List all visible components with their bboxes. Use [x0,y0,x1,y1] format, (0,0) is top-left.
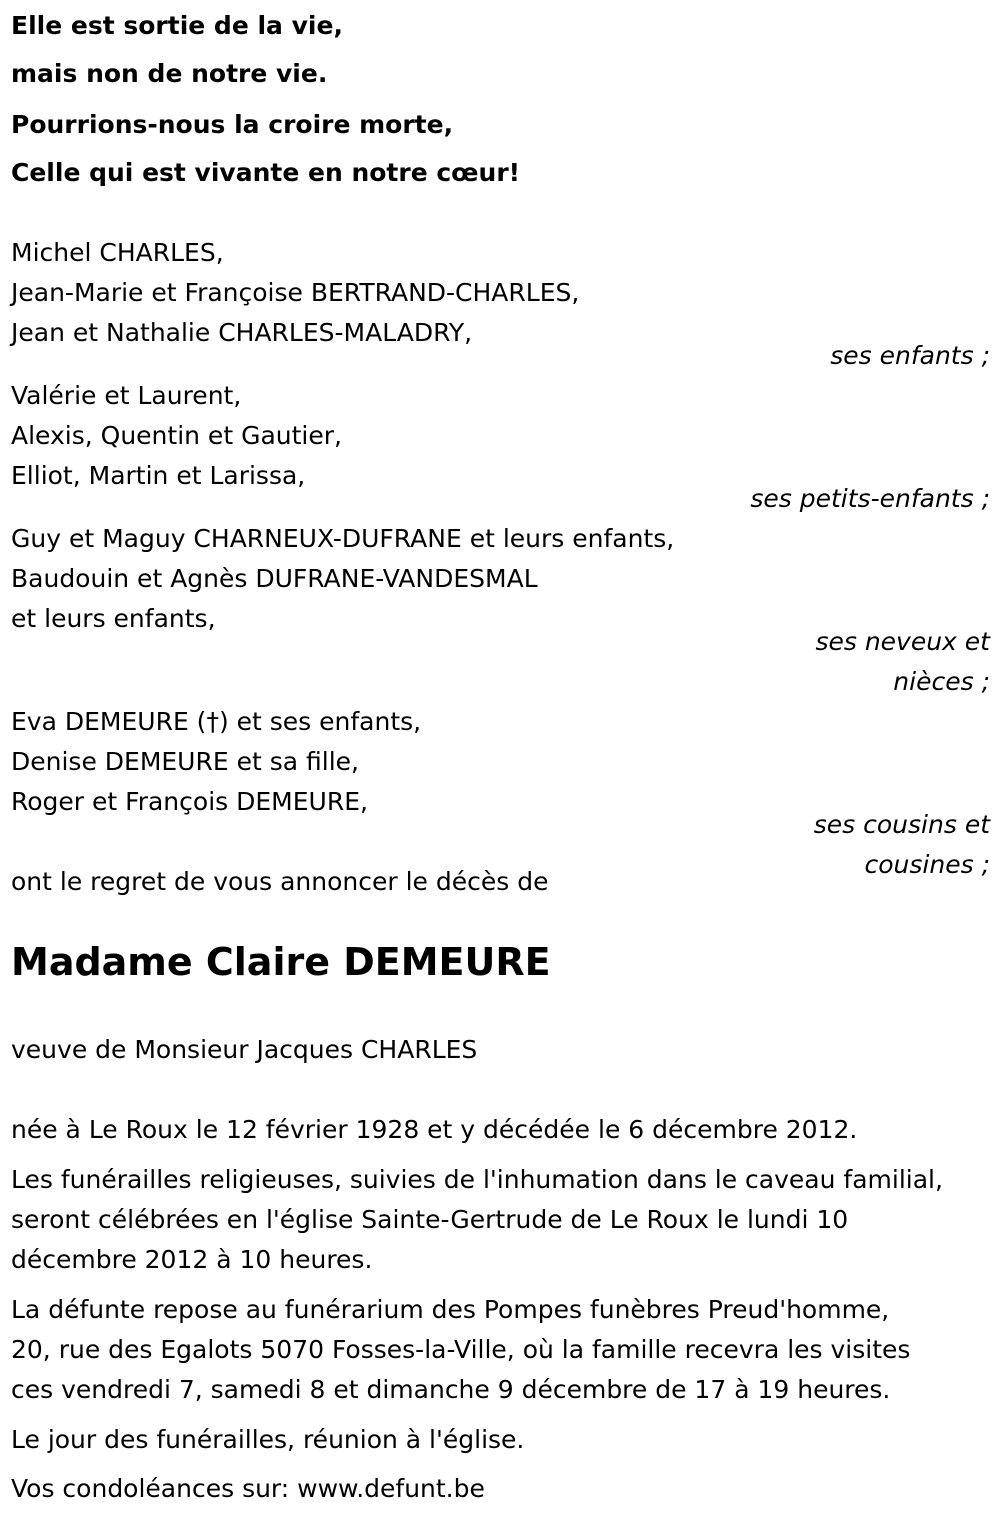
visitation-line-2: 20, rue des Egalots 5070 Fosses-la-Ville, où la famille recevra les visites [11,1335,911,1364]
nephews-relation-line-2: nièces ; [893,667,990,696]
nephews-line-1: Guy et Maguy CHARNEUX-DUFRANE et leurs enfants, [11,524,675,553]
cousins-relation-line-1: ses cousins et [813,810,990,839]
meeting-text: Le jour des funérailles, réunion à l'église. [11,1425,525,1454]
cousins-line-3: Roger et François DEMEURE, [11,787,368,816]
widow-of-text: veuve de Monsieur Jacques CHARLES [11,1035,478,1064]
cousins-line-1-after: ) et ses enfants, [218,707,422,736]
cross-icon: † [206,707,219,736]
nephews-line-3: et leurs enfants, [11,604,216,633]
grandchildren-line-2: Alexis, Quentin et Gautier, [11,421,342,450]
cousins-line-1-before: Eva DEMEURE ( [11,707,207,736]
children-line-2: Jean-Marie et Françoise BERTRAND-CHARLES, [11,278,580,307]
visitation-line-3: ces vendredi 7, samedi 8 et dimanche 9 décembre de 17 à 19 heures. [11,1375,891,1404]
cousins-line-2: Denise DEMEURE et sa fille, [11,747,359,776]
poem-line-3: Pourrions-nous la croire morte, [11,110,454,139]
birth-death-text: née à Le Roux le 12 février 1928 et y décédée le 6 décembre 2012. [11,1115,858,1144]
grandchildren-relation: ses petits-enfants ; [750,484,990,513]
cousins-relation-line-2: cousines ; [864,850,990,879]
funeral-line-2: seront célébrées en l'église Sainte-Gertrude de Le Roux le lundi 10 [11,1205,849,1234]
nephews-line-2: Baudouin et Agnès DUFRANE-VANDESMAL [11,564,538,593]
children-line-3: Jean et Nathalie CHARLES-MALADRY, [11,318,473,347]
condolences-text: Vos condoléances sur: www.defunt.be [11,1474,485,1503]
grandchildren-line-1: Valérie et Laurent, [11,381,242,410]
children-line-1: Michel CHARLES, [11,238,224,267]
visitation-line-1: La défunte repose au funérarium des Pompes funèbres Preud'homme, [11,1295,890,1324]
poem-line-2: mais non de notre vie. [11,59,328,88]
nephews-relation-line-1: ses neveux et [815,627,990,656]
deceased-name: Madame Claire DEMEURE [11,940,551,984]
announcement-text: ont le regret de vous annoncer le décès de [11,867,549,896]
poem-line-1: Elle est sortie de la vie, [11,11,343,40]
poem-line-4: Celle qui est vivante en notre cœur! [11,158,521,187]
grandchildren-line-3: Elliot, Martin et Larissa, [11,461,306,490]
funeral-line-3: décembre 2012 à 10 heures. [11,1245,373,1274]
children-relation: ses enfants ; [830,341,990,370]
funeral-line-1: Les funérailles religieuses, suivies de l'inhumation dans le caveau familial, [11,1165,943,1194]
cousins-line-1 [11,707,421,737]
